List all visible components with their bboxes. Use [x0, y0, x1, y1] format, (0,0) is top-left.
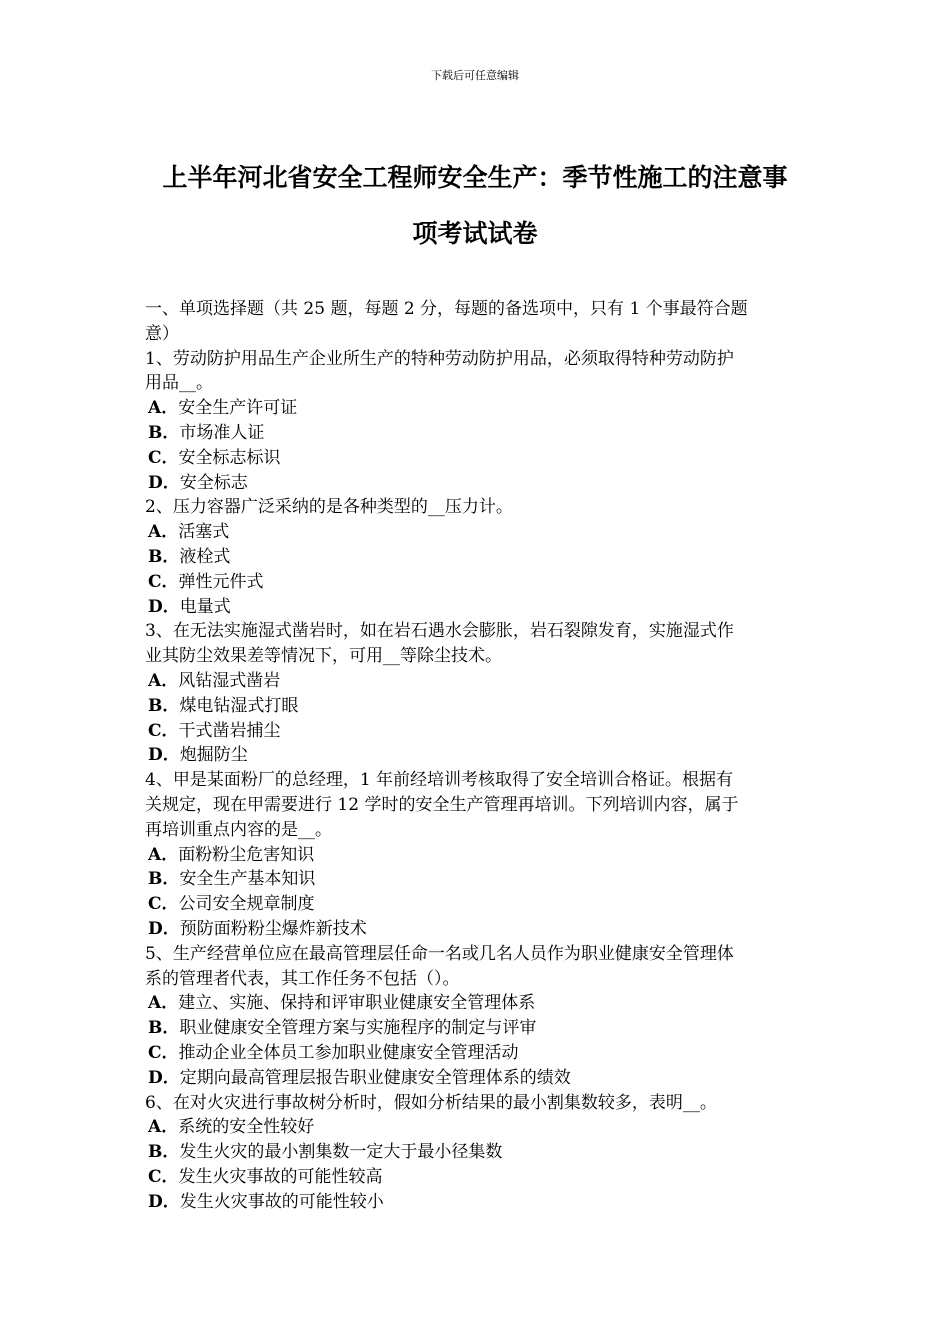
option-letter: A．	[148, 522, 179, 543]
option-text: 推动企业全体员工参加职业健康安全管理活动	[178, 1042, 519, 1063]
option-text: 建立、实施、保持和评审职业健康安全管理体系	[178, 993, 536, 1014]
option-text: 预防面粉粉尘爆炸新技术	[179, 918, 367, 939]
option-text: 系统的安全性较好	[178, 1117, 315, 1138]
question-5	[145, 942, 810, 1091]
option-letter: D．	[148, 1191, 180, 1212]
option-text: 安全标志	[179, 472, 248, 493]
title-line: 上半年河北省安全工程师安全生产：季节性施工的注意事	[162, 163, 788, 192]
question-3	[145, 619, 810, 768]
option-d	[145, 595, 810, 620]
option-text: 液栓式	[179, 546, 231, 567]
option-letter: C．	[148, 447, 179, 468]
question-2	[145, 495, 810, 619]
option-c	[145, 719, 810, 744]
option-a	[145, 520, 810, 545]
option-text: 电量式	[179, 596, 231, 617]
option-letter: D．	[148, 745, 180, 766]
option-c	[145, 1041, 810, 1066]
option-b	[145, 1016, 810, 1041]
option-text: 煤电钻湿式打眼	[179, 695, 299, 716]
option-d	[145, 1066, 810, 1091]
option-text: 发生火灾的最小割集数一定大于最小径集数	[179, 1142, 503, 1163]
option-letter: B．	[148, 869, 180, 890]
question-text: 6、在对火灾进行事故树分析时，假如分析结果的最小割集数较多，表明__。	[145, 1092, 717, 1113]
option-letter: D．	[148, 918, 180, 939]
question-text: 用品__。	[145, 373, 213, 394]
question-text: 3、在无法实施湿式凿岩时，如在岩石遇水会膨胀，岩石裂隙发育，实施湿式作	[145, 621, 734, 642]
option-c	[145, 570, 810, 595]
option-a	[145, 843, 810, 868]
question-4	[145, 768, 810, 942]
option-a	[145, 1115, 810, 1140]
option-b	[145, 1140, 810, 1165]
option-letter: C．	[148, 894, 179, 915]
option-text: 市场准人证	[179, 422, 265, 443]
title-line: 项考试试卷	[412, 219, 538, 248]
exam-content	[145, 297, 810, 1214]
option-text: 发生火灾事故的可能性较高	[178, 1166, 383, 1187]
option-d	[145, 743, 810, 768]
option-text: 公司安全规章制度	[178, 894, 315, 915]
section-heading	[145, 297, 810, 347]
section-line: 意）	[145, 323, 179, 344]
option-text: 弹性元件式	[178, 571, 264, 592]
option-text: 炮掘防尘	[179, 745, 248, 766]
option-text: 安全标志标识	[178, 447, 281, 468]
option-letter: B．	[148, 1018, 180, 1039]
option-d	[145, 471, 810, 496]
document-title	[140, 150, 810, 262]
option-text: 职业健康安全管理方案与实施程序的制定与评审	[179, 1018, 537, 1039]
option-letter: C．	[148, 720, 179, 741]
option-text: 安全生产许可证	[178, 398, 298, 419]
option-c	[145, 446, 810, 471]
question-text: 5、生产经营单位应在最高管理层任命一名或几名人员作为职业健康安全管理体	[145, 943, 734, 964]
question-text: 业其防尘效果差等情况下，可用__等除尘技术。	[145, 646, 502, 667]
question-text: 4、甲是某面粉厂的总经理，1 年前经培训考核取得了安全培训合格证。根据有	[145, 770, 734, 791]
option-letter: A．	[148, 993, 179, 1014]
option-text: 定期向最高管理层报告职业健康安全管理体系的绩效	[179, 1067, 571, 1088]
section-line: 一、单项选择题（共 25 题，每题 2 分，每题的备选项中，只有 1 个事最符合题	[145, 299, 748, 319]
option-letter: B．	[148, 422, 180, 443]
option-b	[145, 421, 810, 446]
option-text: 面粉粉尘危害知识	[178, 844, 315, 865]
option-letter: D．	[148, 596, 180, 617]
option-c	[145, 1165, 810, 1190]
option-letter: D．	[148, 472, 180, 493]
option-c	[145, 892, 810, 917]
question-text: 再培训重点内容的是__。	[145, 819, 332, 840]
option-b	[145, 867, 810, 892]
option-letter: B．	[148, 1142, 180, 1163]
option-b	[145, 545, 810, 570]
option-text: 安全生产基本知识	[179, 869, 316, 890]
option-b	[145, 694, 810, 719]
option-text: 发生火灾事故的可能性较小	[179, 1191, 384, 1212]
question-text: 1、劳动防护用品生产企业所生产的特种劳动防护用品，必须取得特种劳动防护	[145, 348, 734, 369]
option-letter: C．	[148, 1166, 179, 1187]
option-a	[145, 396, 810, 421]
option-letter: D．	[148, 1067, 180, 1088]
question-text: 关规定，现在甲需要进行 12 学时的安全生产管理再培训。下列培训内容，属于	[145, 794, 739, 815]
option-text: 活塞式	[178, 522, 230, 543]
option-text: 干式凿岩捕尘	[178, 720, 281, 741]
option-letter: C．	[148, 571, 179, 592]
option-letter: B．	[148, 546, 180, 567]
option-letter: B．	[148, 695, 180, 716]
option-letter: A．	[148, 398, 179, 419]
option-text: 风钻湿式凿岩	[178, 670, 281, 691]
option-letter: A．	[148, 670, 179, 691]
option-a	[145, 669, 810, 694]
option-letter: A．	[148, 1117, 179, 1138]
question-1	[145, 347, 810, 496]
page-header: 下载后可任意编辑	[431, 69, 519, 82]
option-letter: A．	[148, 844, 179, 865]
question-text: 2、压力容器广泛采纳的是各种类型的__压力计。	[145, 497, 513, 518]
option-d	[145, 1190, 810, 1215]
option-a	[145, 991, 810, 1016]
option-letter: C．	[148, 1042, 179, 1063]
question-text: 系的管理者代表，其工作任务不包括（）。	[145, 968, 460, 989]
question-6	[145, 1091, 810, 1215]
option-d	[145, 917, 810, 942]
